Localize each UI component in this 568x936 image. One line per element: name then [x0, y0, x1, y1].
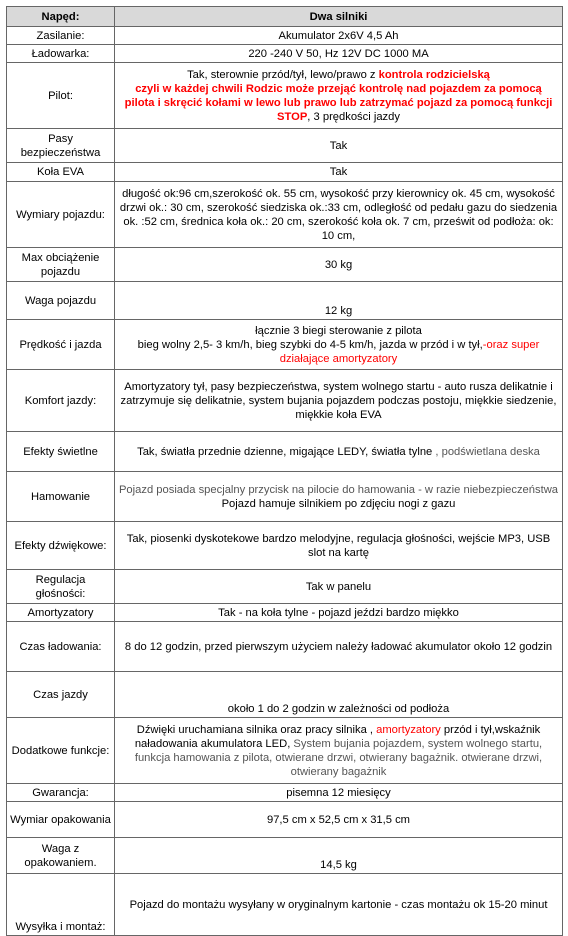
light-text-2: , podświetlana deska	[432, 445, 540, 458]
pilot-text-3: czyli w każdej chwili Rodzic może przejąć kontrolę nad pojazdem za pomocą pilota i skręcić kołami w lewo lub prawo lub zatrzymać pojazd za pomocą funkcji STOP	[124, 82, 553, 123]
header-value: Dwa silniki	[115, 7, 563, 27]
row-label: Waga z opakowaniem.	[7, 838, 115, 874]
row-value: Pojazd do montażu wysyłany w oryginalnym kartonie - czas montażu ok 15-20 minut	[115, 874, 563, 936]
row-value: Akumulator 2x6V 4,5 Ah	[115, 27, 563, 45]
table-row	[7, 27, 563, 45]
row-value: 220 -240 V 50, Hz 12V DC 1000 MA	[115, 45, 563, 63]
row-value: Tak	[115, 129, 563, 163]
row-label: Amortyzatory	[7, 604, 115, 622]
table-row	[7, 672, 563, 718]
row-label: Efekty świetlne	[7, 432, 115, 472]
row-value	[115, 63, 563, 129]
table-row	[7, 182, 563, 248]
row-value: 12 kg	[115, 282, 563, 320]
brake-text-1: Pojazd posiada specjalny przycisk na pilocie do hamowania - w razie niebezpieczeństwa	[118, 483, 559, 496]
table-row	[7, 129, 563, 163]
table-row	[7, 432, 563, 472]
row-value: 14,5 kg	[115, 838, 563, 874]
table-row	[7, 604, 563, 622]
row-label: Komfort jazdy:	[7, 370, 115, 432]
row-label: Pasy bezpieczeństwa	[7, 129, 115, 163]
row-value: Tak	[115, 163, 563, 182]
row-value	[115, 472, 563, 522]
speed-line-1: łącznie 3 biegi sterowanie z pilota	[255, 324, 422, 337]
table-row	[7, 248, 563, 282]
row-label: Czas jazdy	[7, 672, 115, 718]
table-row	[7, 282, 563, 320]
row-value: 97,5 cm x 52,5 cm x 31,5 cm	[115, 802, 563, 838]
row-value: Amortyzatory tył, pasy bezpieczeństwa, system wolnego startu - auto rusza delikatnie i zatrzymuje się delikatnie, system bujania pojazdem podczas postoju, miękkie siedzenie, miękkie koła EVA	[115, 370, 563, 432]
table-row	[7, 570, 563, 604]
table-row	[7, 522, 563, 570]
row-label: Efekty dźwiękowe:	[7, 522, 115, 570]
row-value	[115, 718, 563, 784]
table-row	[7, 874, 563, 936]
row-value	[115, 320, 563, 370]
row-label: Regulacja głośności:	[7, 570, 115, 604]
row-value: Tak, piosenki dyskotekowe bardzo melodyjne, regulacja głośności, wejście MP3, USB slot na kartę	[115, 522, 563, 570]
table-row	[7, 370, 563, 432]
header-label: Napęd:	[7, 7, 115, 27]
table-row	[7, 838, 563, 874]
row-label: Waga pojazdu	[7, 282, 115, 320]
row-value	[115, 432, 563, 472]
table-row	[7, 163, 563, 182]
extra-text-3: przód i tył,wskaźnik naładowania akumulatora LED,	[134, 723, 541, 750]
row-label: Czas ładowania:	[7, 622, 115, 672]
row-label: Ładowarka:	[7, 45, 115, 63]
table-row	[7, 63, 563, 129]
extra-text-1: Dźwięki uruchamiana silnika oraz pracy silnika ,	[136, 723, 377, 736]
pilot-text-4: , 3 prędkości jazdy	[307, 110, 400, 123]
row-label: Max obciążenie pojazdu	[7, 248, 115, 282]
table-row	[7, 718, 563, 784]
brake-text-2: Pojazd hamuje silnikiem po zdjęciu nogi z gazu	[221, 497, 456, 510]
table-row	[7, 784, 563, 802]
row-value: pisemna 12 miesięcy	[115, 784, 563, 802]
spec-table	[6, 6, 563, 936]
row-value: długość ok:96 cm,szerokość ok. 55 cm, wysokość przy kierownicy ok. 45 cm, wysokość drzwi ok.: 30 cm, szerokość siedziska ok.:33 cm, odległość od pedału gazu do siedzenia ok. :52 cm, średnica koła ok.: 20 cm, szerokość koła ok. 7 cm, prześwit od podłoża: ok: 10 cm,	[115, 182, 563, 248]
row-value: Tak w panelu	[115, 570, 563, 604]
row-label: Pilot:	[7, 63, 115, 129]
speed-line-2: bieg wolny 2,5- 3 km/h, bieg szybki do 4-5 km/h, jazda w przód i w tył,	[137, 338, 483, 351]
row-label: Koła EVA	[7, 163, 115, 182]
row-value: 30 kg	[115, 248, 563, 282]
row-value: około 1 do 2 godzin w zależności od podłoża	[115, 672, 563, 718]
pilot-text-2: kontrola rodzicielską	[378, 68, 490, 81]
pilot-text-1: Tak, sterownie przód/tył, lewo/prawo z	[187, 68, 379, 81]
table-row	[7, 802, 563, 838]
speed-line-3: -oraz super działające amortyzatory	[279, 338, 540, 365]
table-row	[7, 320, 563, 370]
table-header-row	[7, 7, 563, 27]
row-label: Hamowanie	[7, 472, 115, 522]
table-row	[7, 472, 563, 522]
row-value: Tak - na koła tylne - pojazd jeździ bardzo miękko	[115, 604, 563, 622]
row-label: Gwarancja:	[7, 784, 115, 802]
table-row	[7, 622, 563, 672]
row-label: Prędkość i jazda	[7, 320, 115, 370]
extra-text-4: System bujania pojazdem, system wolnego startu, funkcja hamowania z pilota, otwierane drzwi, otwierany bagażnik. otwierane drzwi, otwierany bagażnik	[134, 737, 543, 778]
row-label: Wymiary pojazdu:	[7, 182, 115, 248]
row-label: Wymiar opakowania	[7, 802, 115, 838]
row-value: 8 do 12 godzin, przed pierwszym użyciem należy ładować akumulator około 12 godzin	[115, 622, 563, 672]
light-text-1: Tak, światła przednie dzienne, migające LEDY, światła tylne	[137, 445, 433, 458]
table-row	[7, 45, 563, 63]
extra-text-2: amortyzatory	[376, 723, 441, 736]
row-label: Wysyłka i montaż:	[7, 874, 115, 936]
row-label: Zasilanie:	[7, 27, 115, 45]
row-label: Dodatkowe funkcje:	[7, 718, 115, 784]
